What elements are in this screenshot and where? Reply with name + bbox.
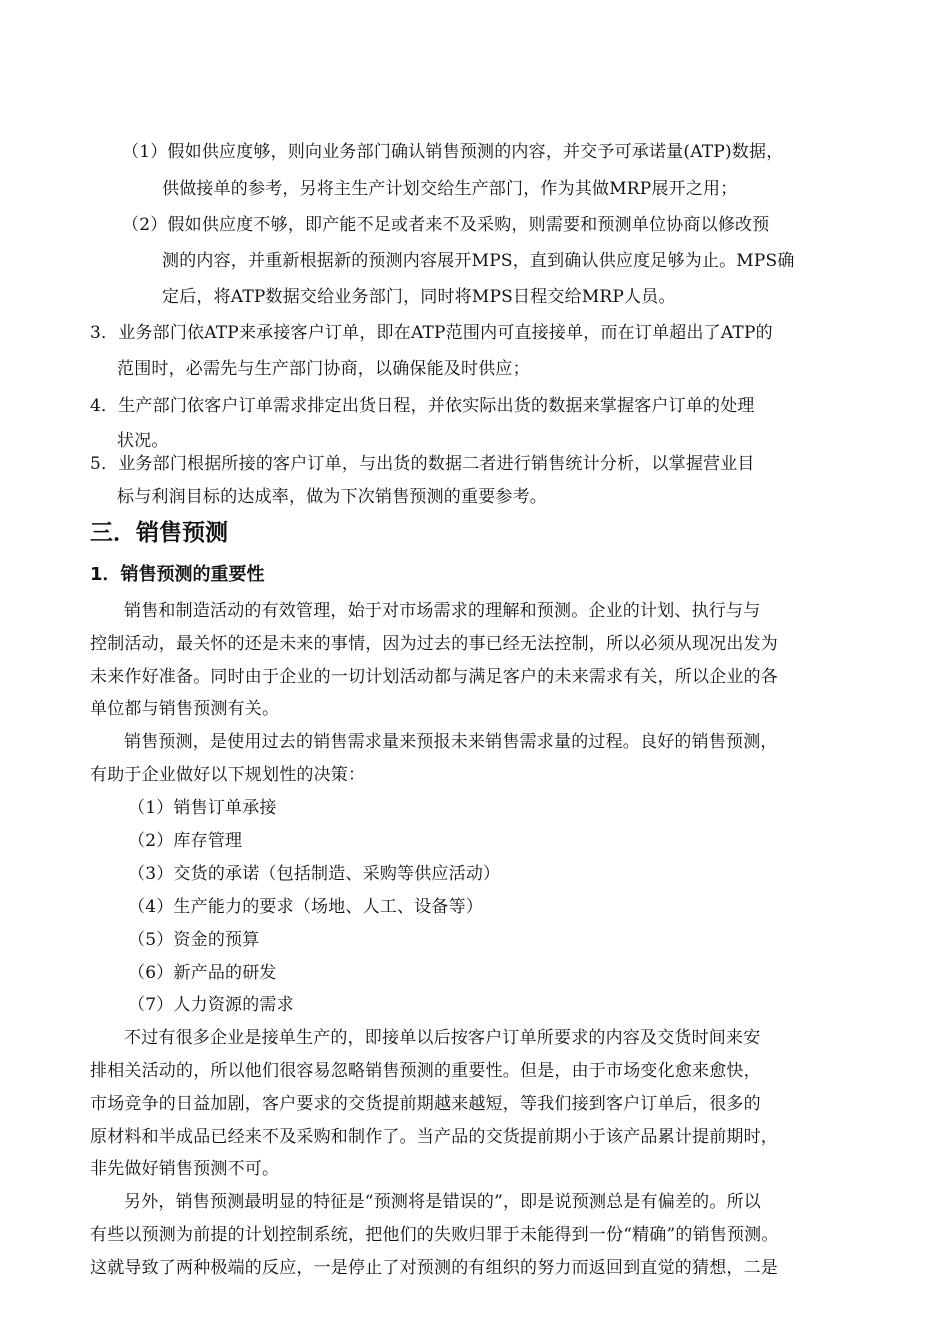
- para-1-line-4: 单位都与销售预测有关。: [90, 699, 280, 719]
- item-2-line-2: 测的内容，并重新根据新的预测内容展开MPS，直到确认供应度足够为止。MPS确: [162, 251, 795, 271]
- decision-item: （5）资金的预算: [128, 930, 260, 950]
- para-3-line-3: 市场竞争的日益加剧，客户要求的交货提前期越来越短，等我们接到客户订单后，很多的: [90, 1094, 761, 1114]
- numbered-4-line-1: 4．生产部门依客户订单需求排定出货日程，并依实际出货的数据来掌握客户订单的处理: [90, 396, 755, 416]
- para-4-line-3: 这就导致了两种极端的反应，一是停止了对预测的有组织的努力而返回到直觉的猜想，二是: [90, 1258, 778, 1278]
- item-1-line-1: （1）假如供应度够，则向业务部门确认销售预测的内容，并交予可承诺量(ATP)数据，: [122, 142, 784, 162]
- para-3-line-2: 排相关活动的，所以他们很容易忽略销售预测的重要性。但是，由于市场变化愈来愈快，: [90, 1061, 761, 1081]
- para-4-line-1: 另外，销售预测最明显的特征是“预测将是错误的”，即是说预测总是有偏差的。所以: [124, 1192, 761, 1212]
- para-1-line-2: 控制活动，最关怀的还是未来的事情，因为过去的事已经无法控制，所以必须从现况出发为: [90, 634, 778, 654]
- decision-item: （4）生产能力的要求（场地、人工、设备等）: [128, 897, 484, 917]
- para-2-line-1: 销售预测，是使用过去的销售需求量来预报未来销售需求量的过程。良好的销售预测，: [124, 732, 778, 752]
- item-1-line-2: 供做接单的参考，另将主生产计划交给生产部门，作为其做MRP展开之用；: [162, 179, 738, 199]
- decision-item: （1）销售订单承接: [128, 798, 277, 818]
- subsection-title: 1．销售预测的重要性: [90, 564, 265, 585]
- para-3-line-4: 原材料和半成品已经来不及采购和制作了。当产品的交货提前期小于该产品累计提前期时，: [90, 1127, 778, 1147]
- para-1-line-1: 销售和制造活动的有效管理，始于对市场需求的理解和预测。企业的计划、执行与与: [124, 601, 761, 621]
- decision-item: （6）新产品的研发: [128, 963, 277, 983]
- numbered-5-line-1: 5．业务部门根据所接的客户订单，与出货的数据二者进行销售统计分析，以掌握营业目: [90, 454, 755, 474]
- para-4-line-2: 有些以预测为前提的计划控制系统，把他们的失败归罪于未能得到一份“精确”的销售预测。: [90, 1225, 779, 1245]
- para-1-line-3: 未来作好准备。同时由于企业的一切计划活动都与满足客户的未来需求有关，所以企业的各: [90, 667, 778, 687]
- item-2-line-1: （2）假如供应度不够，即产能不足或者来不及采购，则需要和预测单位协商以修改预: [122, 215, 770, 235]
- para-2-line-2: 有助于企业做好以下规划性的决策：: [90, 765, 366, 785]
- numbered-3-line-2: 范围时，必需先与生产部门协商，以确保能及时供应；: [117, 359, 530, 379]
- para-3-line-5: 非先做好销售预测不可。: [90, 1159, 280, 1179]
- para-3-line-1: 不过有很多企业是接单生产的，即接单以后按客户订单所要求的内容及交货时间来安: [124, 1028, 761, 1048]
- numbered-5-line-2: 标与利润目标的达成率，做为下次销售预测的重要参考。: [117, 487, 547, 507]
- decision-item: （2）库存管理: [128, 831, 243, 851]
- numbered-3-line-1: 3．业务部门依ATP来承接客户订单，即在ATP范围内可直接接单，而在订单超出了ATP的: [90, 323, 773, 343]
- decision-item: （3）交货的承诺（包括制造、采购等供应活动）: [128, 864, 501, 884]
- section-title: 三．销售预测: [90, 520, 228, 546]
- numbered-4-line-2: 状况。: [117, 431, 169, 451]
- item-2-line-3: 定后，将ATP数据交给业务部门，同时将MPS日程交给MRP人员。: [162, 287, 676, 307]
- decision-item: （7）人力资源的需求: [128, 995, 294, 1015]
